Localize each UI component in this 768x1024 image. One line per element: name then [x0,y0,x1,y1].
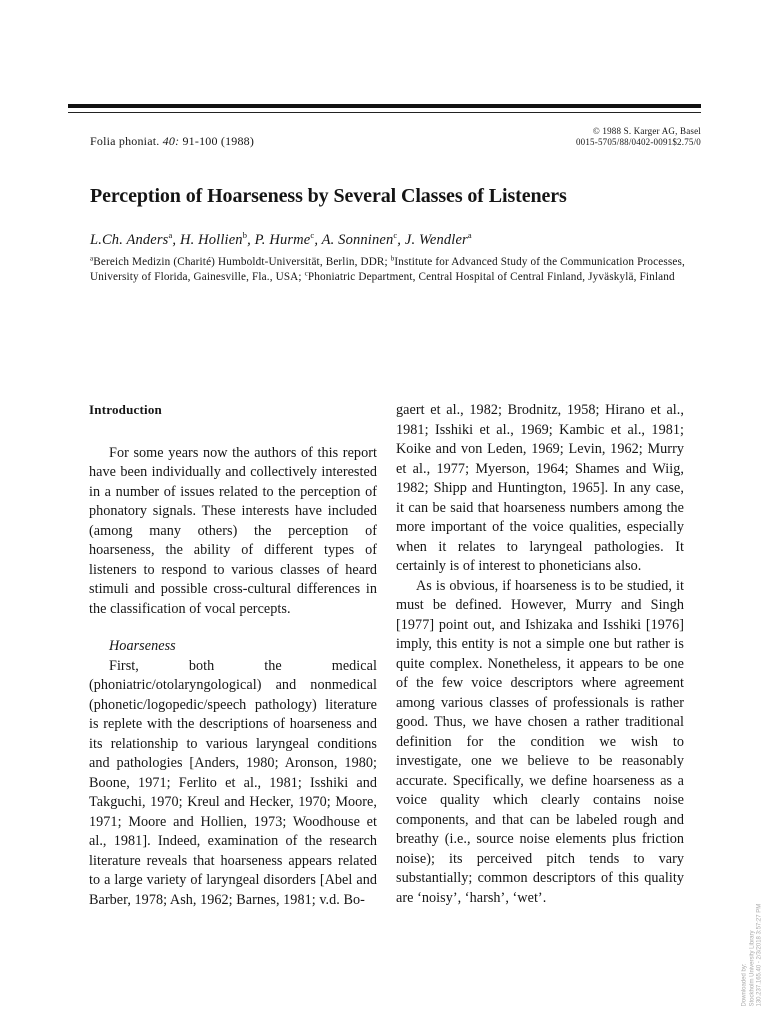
author-name: A. Sonninen [321,232,394,248]
download-watermark [730,886,768,1006]
header-rule-thick [68,104,701,108]
body-column-right [396,401,684,908]
download-line: 130.237.165.40 - 2/3/2018 3:57:27 PM [756,903,763,1006]
issn-line: 0015-5705/88/0402-0091$2.75/0 [575,137,701,147]
author-name: L.Ch. Anders [90,232,169,248]
journal-volume: 40: [162,134,180,148]
copyright-line: © 1988 S. Karger AG, Basel [592,126,701,136]
affiliations [90,255,710,285]
author-affil-mark: c [393,230,398,241]
paragraph-intro: For some years now the authors of this report have been individually and collectively interested in a number of issues related to the perception of phonatory signals. These interests have included (among many others) the perception of hoarseness, the ability of different types of listeners to respond to various classes of heard stimuli and possible cross-cultural differences in the classification of vocal percepts. [89,444,377,617]
body-column-left [89,400,377,910]
affil-mark: a [90,254,94,263]
journal-citation [90,134,254,149]
download-line: Downloaded by: [741,962,748,1006]
copyright-block [576,126,701,148]
paragraph-definition: As is obvious, if hoarseness is to be studied, it must be defined. However, Murry and Singh [1977] point out, and Ishizaka and Isshiki [1976] imply, this entity is not a simple one but rather is quite complex. Nonetheless, it appears to be one of the few voice descriptors where agreement among various classes of professionals is rather good. Thus, we have chosen a rather traditional definition for the condition we wish to investigate, one we believe to be reasonably accurate. Specifically, we define hoarseness as a voice quality which clearly contains noise components, and that can be labeled rough and breathy (i.e., source noise elements plus friction noise); its perceived pitch tends to vary substantially; common descriptors of this quality are ‘noisy’, ‘harsh’, ‘wet’. [396,577,684,906]
article-title: Perception of Hoarseness by Several Classes of Listeners [90,185,567,207]
author-affil-mark: a [168,230,173,241]
author-affil-mark: b [242,230,248,241]
author-affil-mark: a [467,230,472,241]
affil-mark: b [390,254,395,263]
author-name: J. Wendler [404,232,468,248]
affiliation-c: Phoniatric Department, Central Hospital of Central Finland, Jyväskylä, Finland [307,271,675,283]
author-name: H. Hollien [179,232,243,248]
affil-mark: c [304,269,308,278]
journal-pages: 91-100 (1988) [182,134,255,148]
affiliation-b: Institute for Advanced Study of the Communication Processes, University of Florida, Gainesville, Fla., USA; [90,256,685,283]
paragraph-hoarseness-continued: gaert et al., 1982; Brodnitz, 1958; Hirano et al., 1981; Isshiki et al., 1969; Kambic et al., 1981; Koike and von Leden, 1969; Levin, 1962; Murry et al., 1977; Myerson, 1964; Shames and Wiig, 1982; Shipp and Huntington, 1965]. In any case, it can be said that hoarseness numbers among the more important of the voice qualities, especially when it relates to laryngeal pathologies. It certainly is of interest to phoneticians also. [396,402,684,574]
author-list: L.Ch. Anders$^a$, H. Hollien$^b$, P. Hurme$^c$, A. Sonninen$^c$, J. Wendler$^a$ [90,230,472,248]
section-heading-introduction: Introduction [89,402,162,417]
affiliation-a: Bereich Medizin (Charité) Humboldt-Universität, Berlin, DDR; [93,256,388,268]
download-line: Stockholm University Library [749,929,755,1006]
paragraph-hoarseness: First, both the medical (phoniatric/otolaryngological) and nonmedical (phonetic/logopedic/speech pathology) literature is replete with the descriptions of hoarseness and its relationship to various laryngeal conditions and pathologies [Anders, 1980; Aronson, 1980; Boone, 1971; Ferlito et al., 1981; Isshiki and Takguchi, 1970; Kreul and Hecker, 1970; Moore, 1971; Moore and Hollien, 1973; Woodhouse et al., 1981]. Indeed, examination of the research literature reveals that hoarseness appears related to a large variety of laryngeal disorders [Abel and Barber, 1978; Ash, 1962; Barnes, 1981; v.d. Bo- [89,657,377,908]
author-name: P. Hurme [254,232,311,248]
header-rule-thin [68,112,701,113]
author-affil-mark: c [310,230,315,241]
journal-name: Folia phoniat. [90,134,160,148]
subsection-heading-hoarseness: Hoarseness [109,638,176,654]
